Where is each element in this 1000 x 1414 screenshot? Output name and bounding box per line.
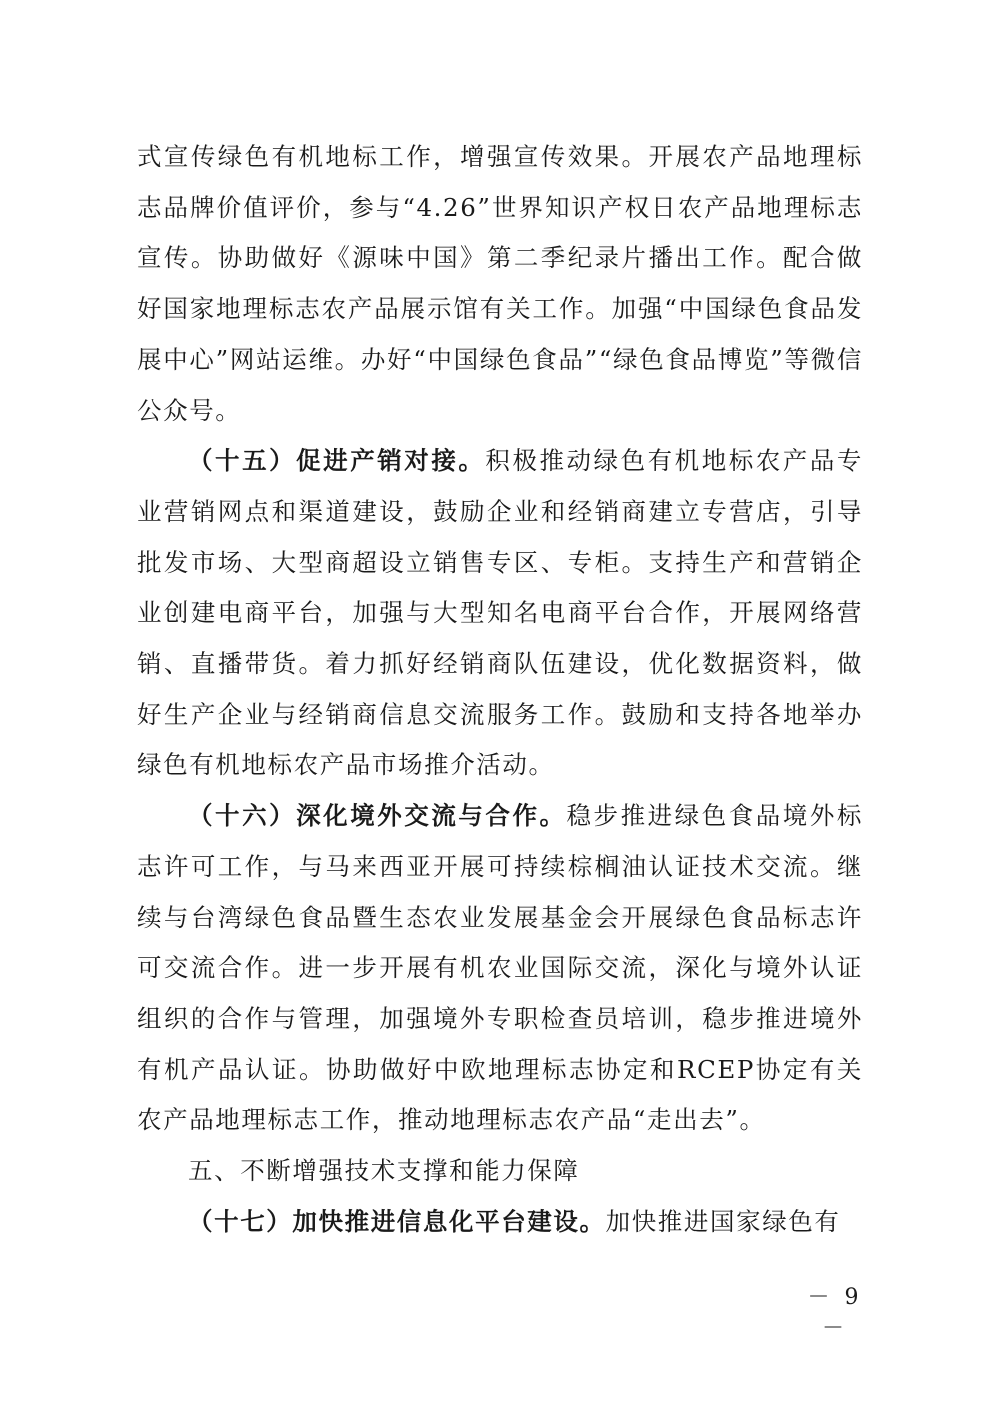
- paragraph-lead-heading: （十七）加快推进信息化平台建设。: [188, 1206, 606, 1236]
- paragraph-15-marketing: [137, 436, 863, 791]
- paragraph-lead-heading: （十六）深化境外交流与合作。: [188, 801, 567, 831]
- document-body: [137, 132, 863, 1247]
- paragraph-lead-heading: （十五）促进产销对接。: [188, 446, 486, 476]
- paragraph-16-international: [137, 791, 863, 1146]
- paragraph-text: 积极推动绿色有机地标农产品专业营销网点和渠道建设，鼓励企业和经销商建立专营店，引导批发市场、大型商超设立销售专区、专柜。支持生产和营销企业创建电商平台，加强与大型知名电商平台合作，开展网络营销、直播带货。着力抓好经销商队伍建设，优化数据资料，做好生产企业与经销商信息交流服务工作。鼓励和支持各地举办绿色有机地标农产品市场推介活动。: [137, 446, 863, 780]
- paragraph-17-informatization: [137, 1197, 863, 1248]
- paragraph-text: 加快推进国家绿色有: [605, 1206, 841, 1236]
- paragraph-text: 式宣传绿色有机地标工作，增强宣传效果。开展农产品地理标志品牌价值评价，参与“4.26”世界知识产权日农产品地理标志宣传。协助做好《源味中国》第二季纪录片播出工作。配合做好国家地理标志农产品展示馆有关工作。加强“中国绿色食品发展中心”网站运维。办好“中国绿色食品”“绿色食品博览”等微信公众号。: [137, 142, 863, 425]
- paragraph-publicity: [137, 132, 863, 436]
- section-heading: 五、不断增强技术支撑和能力保障: [188, 1156, 580, 1186]
- page-number: － 9 －: [807, 1285, 863, 1341]
- paragraph-text: 稳步推进绿色食品境外标志许可工作，与马来西亚开展可持续棕榈油认证技术交流。继续与台湾绿色食品暨生态农业发展基金会开展绿色食品标志许可交流合作。进一步开展有机农业国际交流，深化与境外认证组织的合作与管理，加强境外专职检查员培训，稳步推进境外有机产品认证。协助做好中欧地理标志协定和RCEP协定有关农产品地理标志工作，推动地理标志农产品“走出去”。: [137, 801, 863, 1135]
